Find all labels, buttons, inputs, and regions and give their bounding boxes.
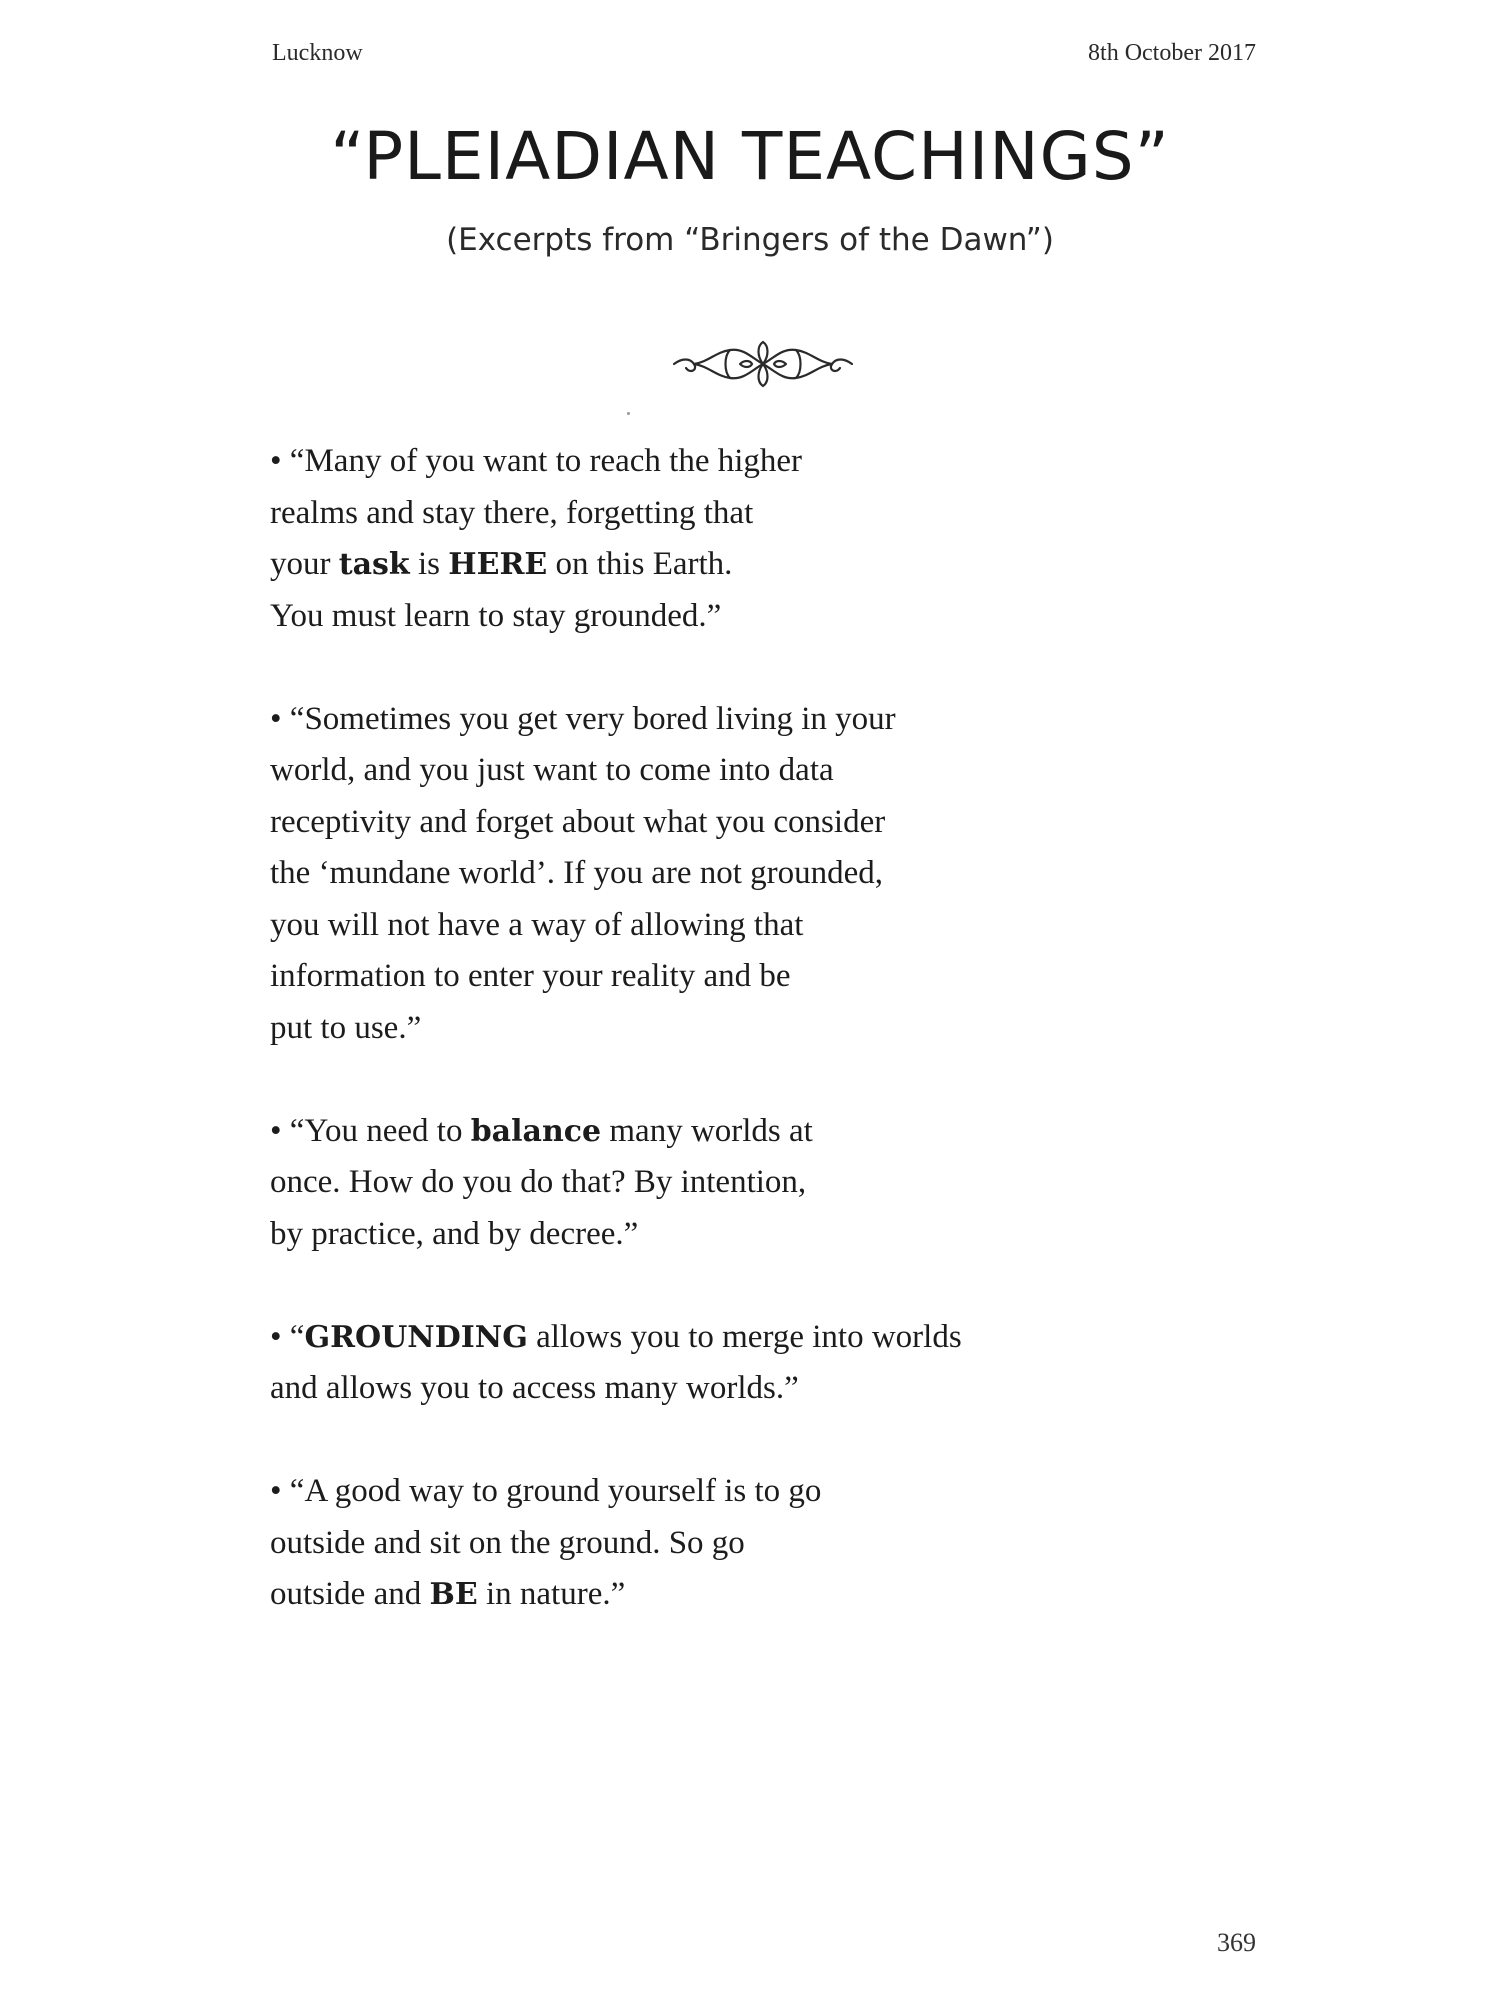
quote-text: • “ [270, 1318, 305, 1355]
quote-text: the ‘mundane world’. If you are not grounded, [270, 855, 884, 891]
quote-text: world, and you just want to come into data [270, 752, 834, 788]
quote-line [270, 797, 1190, 849]
page-title: “PLEIADIAN TEACHINGS” [330, 118, 1170, 195]
quote-text: by practice, and by decree.” [270, 1215, 639, 1252]
quote-text: • “Many of you want to reach the higher [270, 443, 803, 479]
quote-line [270, 1466, 1190, 1518]
quote-line [270, 951, 1190, 1003]
quote-text: outside and sit on the ground. So go [270, 1524, 745, 1561]
quote-line [270, 1003, 1190, 1055]
quote-text: your [270, 546, 339, 582]
quote-line [270, 1209, 1190, 1261]
quote-item [270, 436, 1190, 642]
quote-text: realms and stay there, forgetting that [270, 494, 754, 531]
print-speck [627, 412, 630, 415]
quote-item [270, 1106, 1190, 1261]
emphasis-text: GROUNDING [304, 1319, 528, 1355]
quote-line [270, 1157, 1190, 1209]
quote-text: many worlds at [601, 1112, 813, 1149]
quote-line [270, 900, 1190, 952]
quote-line [270, 436, 1190, 488]
quote-text: • “Sometimes you get very bored living in your [270, 700, 896, 737]
quote-line [270, 1569, 1190, 1621]
quote-text: information to enter your reality and be [270, 958, 791, 994]
quote-item [270, 694, 1190, 1055]
quote-line [270, 694, 1190, 746]
page-number: 369 [1217, 1928, 1256, 1957]
page-subtitle: (Excerpts from “Bringers of the Dawn”) [446, 222, 1054, 258]
quote-text: once. How do you do that? By intention, [270, 1164, 807, 1200]
quote-line [270, 745, 1190, 797]
quote-line [270, 1106, 1190, 1158]
quote-text: and allows you to access many worlds.” [270, 1370, 799, 1406]
emphasis-text: balance [470, 1113, 602, 1149]
quote-line [270, 539, 1190, 591]
quote-list [270, 436, 1190, 1672]
quote-line [270, 1518, 1190, 1570]
quote-text: on this Earth. [547, 546, 733, 582]
quote-text: allows you to merge into worlds [527, 1318, 962, 1355]
flourish-ornament-icon [668, 338, 858, 390]
quote-text: you will not have a way of allowing that [270, 906, 804, 943]
quote-item [270, 1466, 1190, 1621]
header-location: Lucknow [272, 40, 363, 66]
quote-line [270, 591, 1190, 643]
quote-text: outside and [270, 1576, 430, 1612]
quote-text: in nature.” [477, 1576, 626, 1612]
quote-line [270, 1312, 1190, 1364]
quote-text: put to use.” [270, 1009, 422, 1046]
emphasis-text: BE [429, 1577, 478, 1612]
header-date: 8th October 2017 [1088, 40, 1256, 66]
quote-text: is [409, 546, 449, 582]
quote-text: • “A good way to ground yourself is to go [270, 1473, 822, 1509]
emphasis-text: task [338, 547, 410, 582]
quote-line [270, 848, 1190, 900]
quote-text: • “You need to [270, 1112, 471, 1149]
emphasis-text: HERE [448, 547, 548, 582]
quote-line [270, 488, 1190, 540]
quote-text: receptivity and forget about what you consider [270, 803, 886, 840]
quote-line [270, 1363, 1190, 1415]
quote-item [270, 1312, 1190, 1415]
quote-text: You must learn to stay grounded.” [270, 597, 722, 634]
